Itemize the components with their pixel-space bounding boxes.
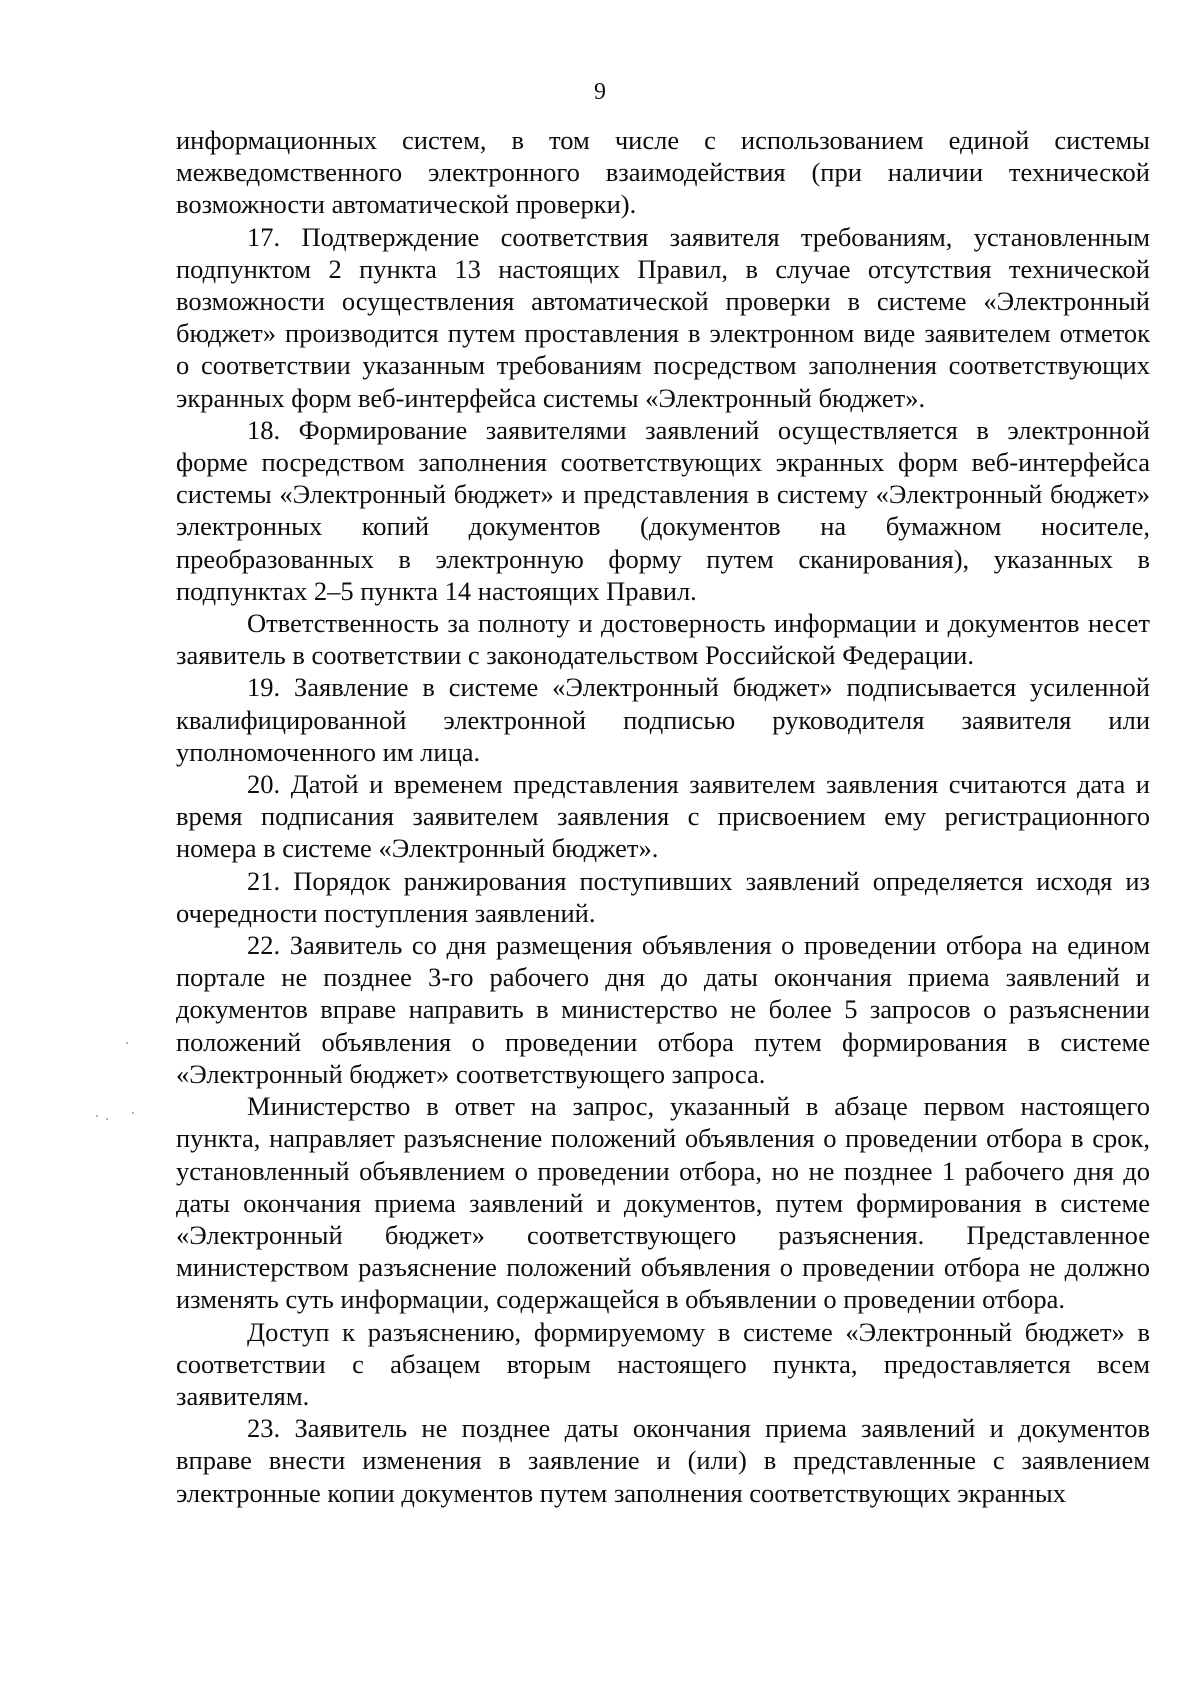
scan-speck — [126, 1042, 128, 1044]
paragraph-continuation: информационных систем, в том числе с использованием единой системы межведомственного электронного взаимодействия (при наличии технической возможности автоматической проверки). — [176, 125, 1150, 220]
paragraph-item-17: 17. Подтверждение соответствия заявителя требованиям, установленным подпунктом 2 пункта 13 настоящих Правил, в случае отсутствия технической возможности осуществления автоматической проверки в системе «Электронный бюджет» производится путем проставления в электронном виде заявителем отметок о соответствии указанным требованиям посредством заполнения соответствующих экранных форм веб-интерфейса системы «Электронный бюджет». — [176, 221, 1150, 413]
scan-speck — [96, 1115, 98, 1117]
paragraph-item-23: 23. Заявитель не позднее даты окончания приема заявлений и документов вправе внести изменения в заявление и (или) в представленные с заявлением электронные копии документов путем заполнения соответствующих экранных — [176, 1413, 1150, 1508]
paragraph-access-clarification: Доступ к разъяснению, формируемому в системе «Электронный бюджет» в соответствии с абзацем вторым настоящего пункта, предоставляется всем заявителям. — [176, 1316, 1150, 1411]
paragraph-item-20: 20. Датой и временем представления заявителем заявления считаются дата и время подписания заявителем заявления с присвоением ему регистрационного номера в системе «Электронный бюджет». — [176, 769, 1150, 864]
paragraph-responsibility: Ответственность за полноту и достоверность информации и документов несет заявитель в соответствии с законодательством Российской Федерации. — [176, 608, 1150, 671]
scan-speck — [132, 1112, 134, 1114]
paragraph-item-21: 21. Порядок ранжирования поступивших заявлений определяется исходя из очередности поступления заявлений. — [176, 865, 1150, 928]
paragraph-item-22: 22. Заявитель со дня размещения объявления о проведении отбора на едином портале не позднее 3-го рабочего дня до даты окончания приема заявлений и документов вправе направить в министерство не более 5 запросов о разъяснении положений объявления о проведении отбора путем формирования в системе «Электронный бюджет» соответствующего запроса. — [176, 930, 1150, 1089]
paragraph-item-18: 18. Формирование заявителями заявлений осуществляется в электронной форме посредством заполнения соответствующих экранных форм веб-интерфейса системы «Электронный бюджет» и представления в систему «Электронный бюджет» электронных копий документов (документов на бумажном носителе, преобразованных в электронную форму путем сканирования), указанных в подпунктах 2–5 пункта 14 настоящих Правил. — [176, 414, 1150, 606]
page-number: 9 — [594, 79, 606, 105]
document-body — [176, 124, 1150, 1509]
paragraph-ministry-response: Министерство в ответ на запрос, указанный в абзаце первом настоящего пункта, направляет разъяснение положений объявления о проведении отбора в срок, установленный объявлением о проведении отбора, но не позднее 1 рабочего дня до даты окончания приема заявлений и документов, путем формирования в системе «Электронный бюджет» соответствующего разъяснения. Представленное министерством разъяснение положений объявления о проведении отбора не должно изменять суть информации, содержащейся в объявлении о проведении отбора. — [176, 1091, 1150, 1315]
scan-speck — [106, 1118, 108, 1120]
paragraph-item-19: 19. Заявление в системе «Электронный бюджет» подписывается усиленной квалифицированной электронной подписью руководителя заявителя или уполномоченного им лица. — [176, 672, 1150, 767]
